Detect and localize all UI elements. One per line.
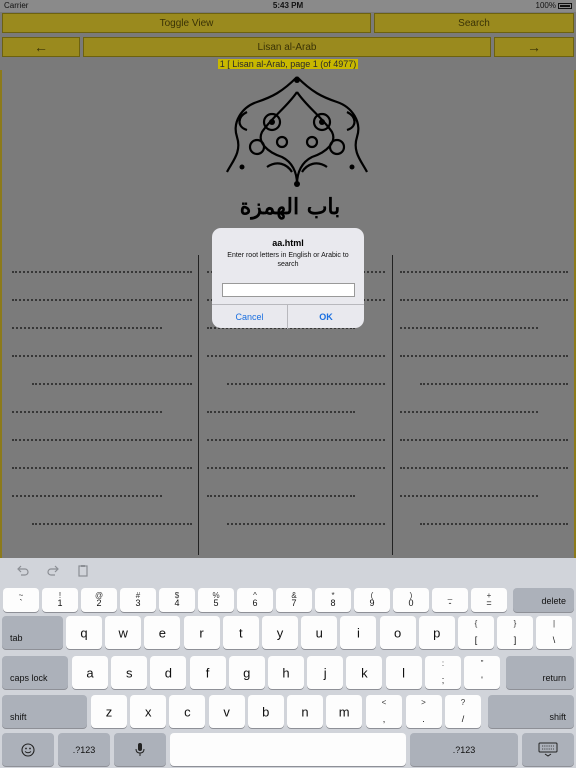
dictation-key[interactable] <box>114 733 166 766</box>
key-3[interactable] <box>120 588 156 612</box>
delete-key-label: delete <box>541 596 566 606</box>
dialog-buttons <box>212 304 364 328</box>
emoji-key[interactable] <box>2 733 54 766</box>
caps-lock-key-label: caps lock <box>10 673 48 683</box>
carrier-label: Carrier <box>4 1 29 10</box>
key-shift-char: * <box>331 591 335 600</box>
key-w[interactable] <box>105 616 141 649</box>
key-m[interactable] <box>326 695 362 728</box>
key-r[interactable] <box>184 616 220 649</box>
key-char: x <box>144 704 152 719</box>
microphone-icon <box>135 742 145 757</box>
key-quote[interactable] <box>464 656 500 689</box>
key-shift-char: % <box>212 591 220 600</box>
key-char: a <box>86 665 94 680</box>
next-page-button[interactable]: → <box>494 37 574 57</box>
key-shift-char: # <box>135 591 141 600</box>
key-shift-char: ( <box>370 591 374 600</box>
key-8[interactable] <box>315 588 351 612</box>
key-i[interactable] <box>340 616 376 649</box>
key-shift-char: : <box>441 659 445 668</box>
key-7[interactable] <box>276 588 312 612</box>
shift-key-label: shift <box>10 712 27 722</box>
key-shift-char: { <box>474 619 478 628</box>
key-backtick[interactable] <box>3 588 39 612</box>
key-q[interactable] <box>66 616 102 649</box>
key-v[interactable] <box>209 695 245 728</box>
key-shift-char: @ <box>94 591 104 600</box>
paste-icon[interactable] <box>76 564 90 578</box>
undo-icon[interactable] <box>16 564 30 578</box>
numbers-key-label: .?123 <box>452 745 476 755</box>
key-char: g <box>243 665 251 680</box>
key-char: r <box>199 625 204 640</box>
key-l[interactable] <box>386 656 422 689</box>
key-g[interactable] <box>229 656 265 689</box>
key-shift-char: < <box>381 698 387 707</box>
key-shift-char: " <box>480 659 484 668</box>
keyboard-hide-icon <box>538 742 558 757</box>
key-char: l <box>402 665 406 680</box>
key-char: t <box>238 625 243 640</box>
key-shift-char: & <box>291 591 297 600</box>
key-char: u <box>315 625 323 640</box>
return-key-label: return <box>542 673 566 683</box>
key-x[interactable] <box>130 695 166 728</box>
key-char: ] <box>513 635 517 645</box>
key-char: w <box>118 625 128 640</box>
emoji-icon <box>21 743 35 757</box>
status-bar <box>0 0 576 12</box>
key-char: s <box>125 665 133 680</box>
key-shift-char: } <box>513 619 517 628</box>
key-char: , <box>382 714 386 724</box>
key-slash[interactable] <box>445 695 481 728</box>
key-char: 3 <box>135 598 141 608</box>
text-column-right <box>400 250 568 550</box>
key-char: o <box>393 625 402 640</box>
key-f[interactable] <box>190 656 226 689</box>
previous-page-button[interactable]: ← <box>2 37 80 57</box>
key-k[interactable] <box>346 656 382 689</box>
battery-indicator <box>536 1 572 10</box>
key-shift-char: ) <box>409 591 413 600</box>
dialog-title: aa.html <box>272 238 304 248</box>
key-2[interactable] <box>81 588 117 612</box>
key-period[interactable] <box>406 695 442 728</box>
key-char: 2 <box>96 598 102 608</box>
ok-button[interactable]: OK <box>319 312 333 322</box>
chapter-title: باب الهمزة <box>239 194 341 220</box>
key-b[interactable] <box>248 695 284 728</box>
key-semicolon[interactable] <box>425 656 461 689</box>
return-key[interactable] <box>506 656 574 689</box>
numbers-key-right[interactable] <box>410 733 518 766</box>
key-char: \ <box>552 635 556 645</box>
column-divider <box>392 255 393 555</box>
key-char: q <box>80 625 88 640</box>
key-9[interactable] <box>354 588 390 612</box>
key-char: z <box>105 704 113 719</box>
key-char: v <box>223 704 230 719</box>
key-char: ' <box>481 675 483 685</box>
key-shift-char: > <box>421 698 426 707</box>
key-shift-char: _ <box>447 591 453 600</box>
key-shift-char: ~ <box>18 591 24 600</box>
shortcut-bar <box>0 558 576 584</box>
key-char: . <box>422 714 425 724</box>
numbers-key-left[interactable] <box>58 733 110 766</box>
key-p[interactable] <box>419 616 455 649</box>
key-o[interactable] <box>380 616 416 649</box>
key-shift-char: $ <box>174 591 180 600</box>
numbers-key-label: .?123 <box>72 745 96 755</box>
toggle-view-button[interactable]: Toggle View <box>2 13 371 33</box>
text-column-left <box>12 250 192 550</box>
left-shift-key[interactable] <box>2 695 87 728</box>
key-shift-char: + <box>486 591 492 600</box>
key-5[interactable] <box>198 588 234 612</box>
keyboard <box>0 558 576 768</box>
key-char: 9 <box>369 598 375 608</box>
column-divider <box>198 255 199 555</box>
key-j[interactable] <box>307 656 343 689</box>
key-char: h <box>282 665 290 680</box>
caps-lock-key[interactable] <box>2 656 68 689</box>
key-char: 6 <box>252 598 258 608</box>
key-char: e <box>158 625 166 640</box>
key-char: / <box>461 714 465 724</box>
battery-icon <box>558 3 572 9</box>
search-button[interactable]: Search <box>374 13 574 33</box>
shift-key-label: shift <box>549 712 566 722</box>
key-char: ` <box>19 598 23 608</box>
key-char: d <box>164 665 172 680</box>
key-shift-char: | <box>552 619 556 628</box>
battery-percent: 100% <box>535 1 556 10</box>
key-char: m <box>338 704 350 719</box>
key-d[interactable] <box>150 656 186 689</box>
key-char: [ <box>474 635 478 645</box>
key-t[interactable] <box>223 616 259 649</box>
key-bracket-right[interactable] <box>497 616 533 649</box>
key-char: b <box>262 704 270 719</box>
key-4[interactable] <box>159 588 195 612</box>
space-bar[interactable] <box>170 733 406 766</box>
key-n[interactable] <box>287 695 323 728</box>
tab-key[interactable] <box>2 616 63 649</box>
key-equals[interactable] <box>471 588 507 612</box>
key-0[interactable] <box>393 588 429 612</box>
search-dialog <box>212 228 364 328</box>
key-s[interactable] <box>111 656 147 689</box>
key-backslash[interactable] <box>536 616 572 649</box>
clock: 5:43 PM <box>272 1 304 10</box>
root-letters-input[interactable] <box>222 283 355 297</box>
key-e[interactable] <box>144 616 180 649</box>
key-char: 5 <box>213 598 219 608</box>
key-c[interactable] <box>169 695 205 728</box>
key-char: 1 <box>57 598 63 608</box>
cancel-button[interactable]: Cancel <box>212 305 288 329</box>
key-shift-char: ! <box>58 591 62 600</box>
key-h[interactable] <box>268 656 304 689</box>
page-indicator-text: 1 [ Lisan al-Arab, page 1 (of 4977) <box>219 59 357 69</box>
key-minus[interactable] <box>432 588 468 612</box>
hide-keyboard-key[interactable] <box>522 733 574 766</box>
key-char: n <box>301 704 309 719</box>
key-shift-char: ^ <box>253 591 257 600</box>
book-title: Lisan al-Arab <box>83 37 491 57</box>
key-char: 0 <box>408 598 414 608</box>
redo-icon[interactable] <box>46 564 60 578</box>
key-comma[interactable] <box>366 695 402 728</box>
key-char: = <box>486 598 492 608</box>
delete-key[interactable] <box>513 588 574 612</box>
key-bracket-left[interactable] <box>458 616 494 649</box>
key-z[interactable] <box>91 695 127 728</box>
key-char: - <box>448 598 452 608</box>
key-char: i <box>356 625 360 640</box>
key-char: y <box>276 625 284 640</box>
tab-key-label: tab <box>10 633 23 643</box>
key-char: f <box>205 665 210 680</box>
key-shift-char: ? <box>460 698 466 707</box>
key-char: 8 <box>330 598 336 608</box>
ornament-icon <box>212 72 382 190</box>
key-char: c <box>184 704 191 719</box>
key-1[interactable] <box>42 588 78 612</box>
key-char: j <box>323 665 327 680</box>
page-indicator <box>0 59 576 69</box>
key-u[interactable] <box>301 616 337 649</box>
key-char: 7 <box>291 598 297 608</box>
dialog-message: Enter root letters in English or Arabic to search <box>227 252 349 268</box>
key-char: k <box>361 665 368 680</box>
key-6[interactable] <box>237 588 273 612</box>
key-char: p <box>433 625 441 640</box>
key-a[interactable] <box>72 656 108 689</box>
key-y[interactable] <box>262 616 298 649</box>
right-shift-key[interactable] <box>488 695 574 728</box>
key-char: ; <box>441 675 445 685</box>
key-char: 4 <box>174 598 180 608</box>
